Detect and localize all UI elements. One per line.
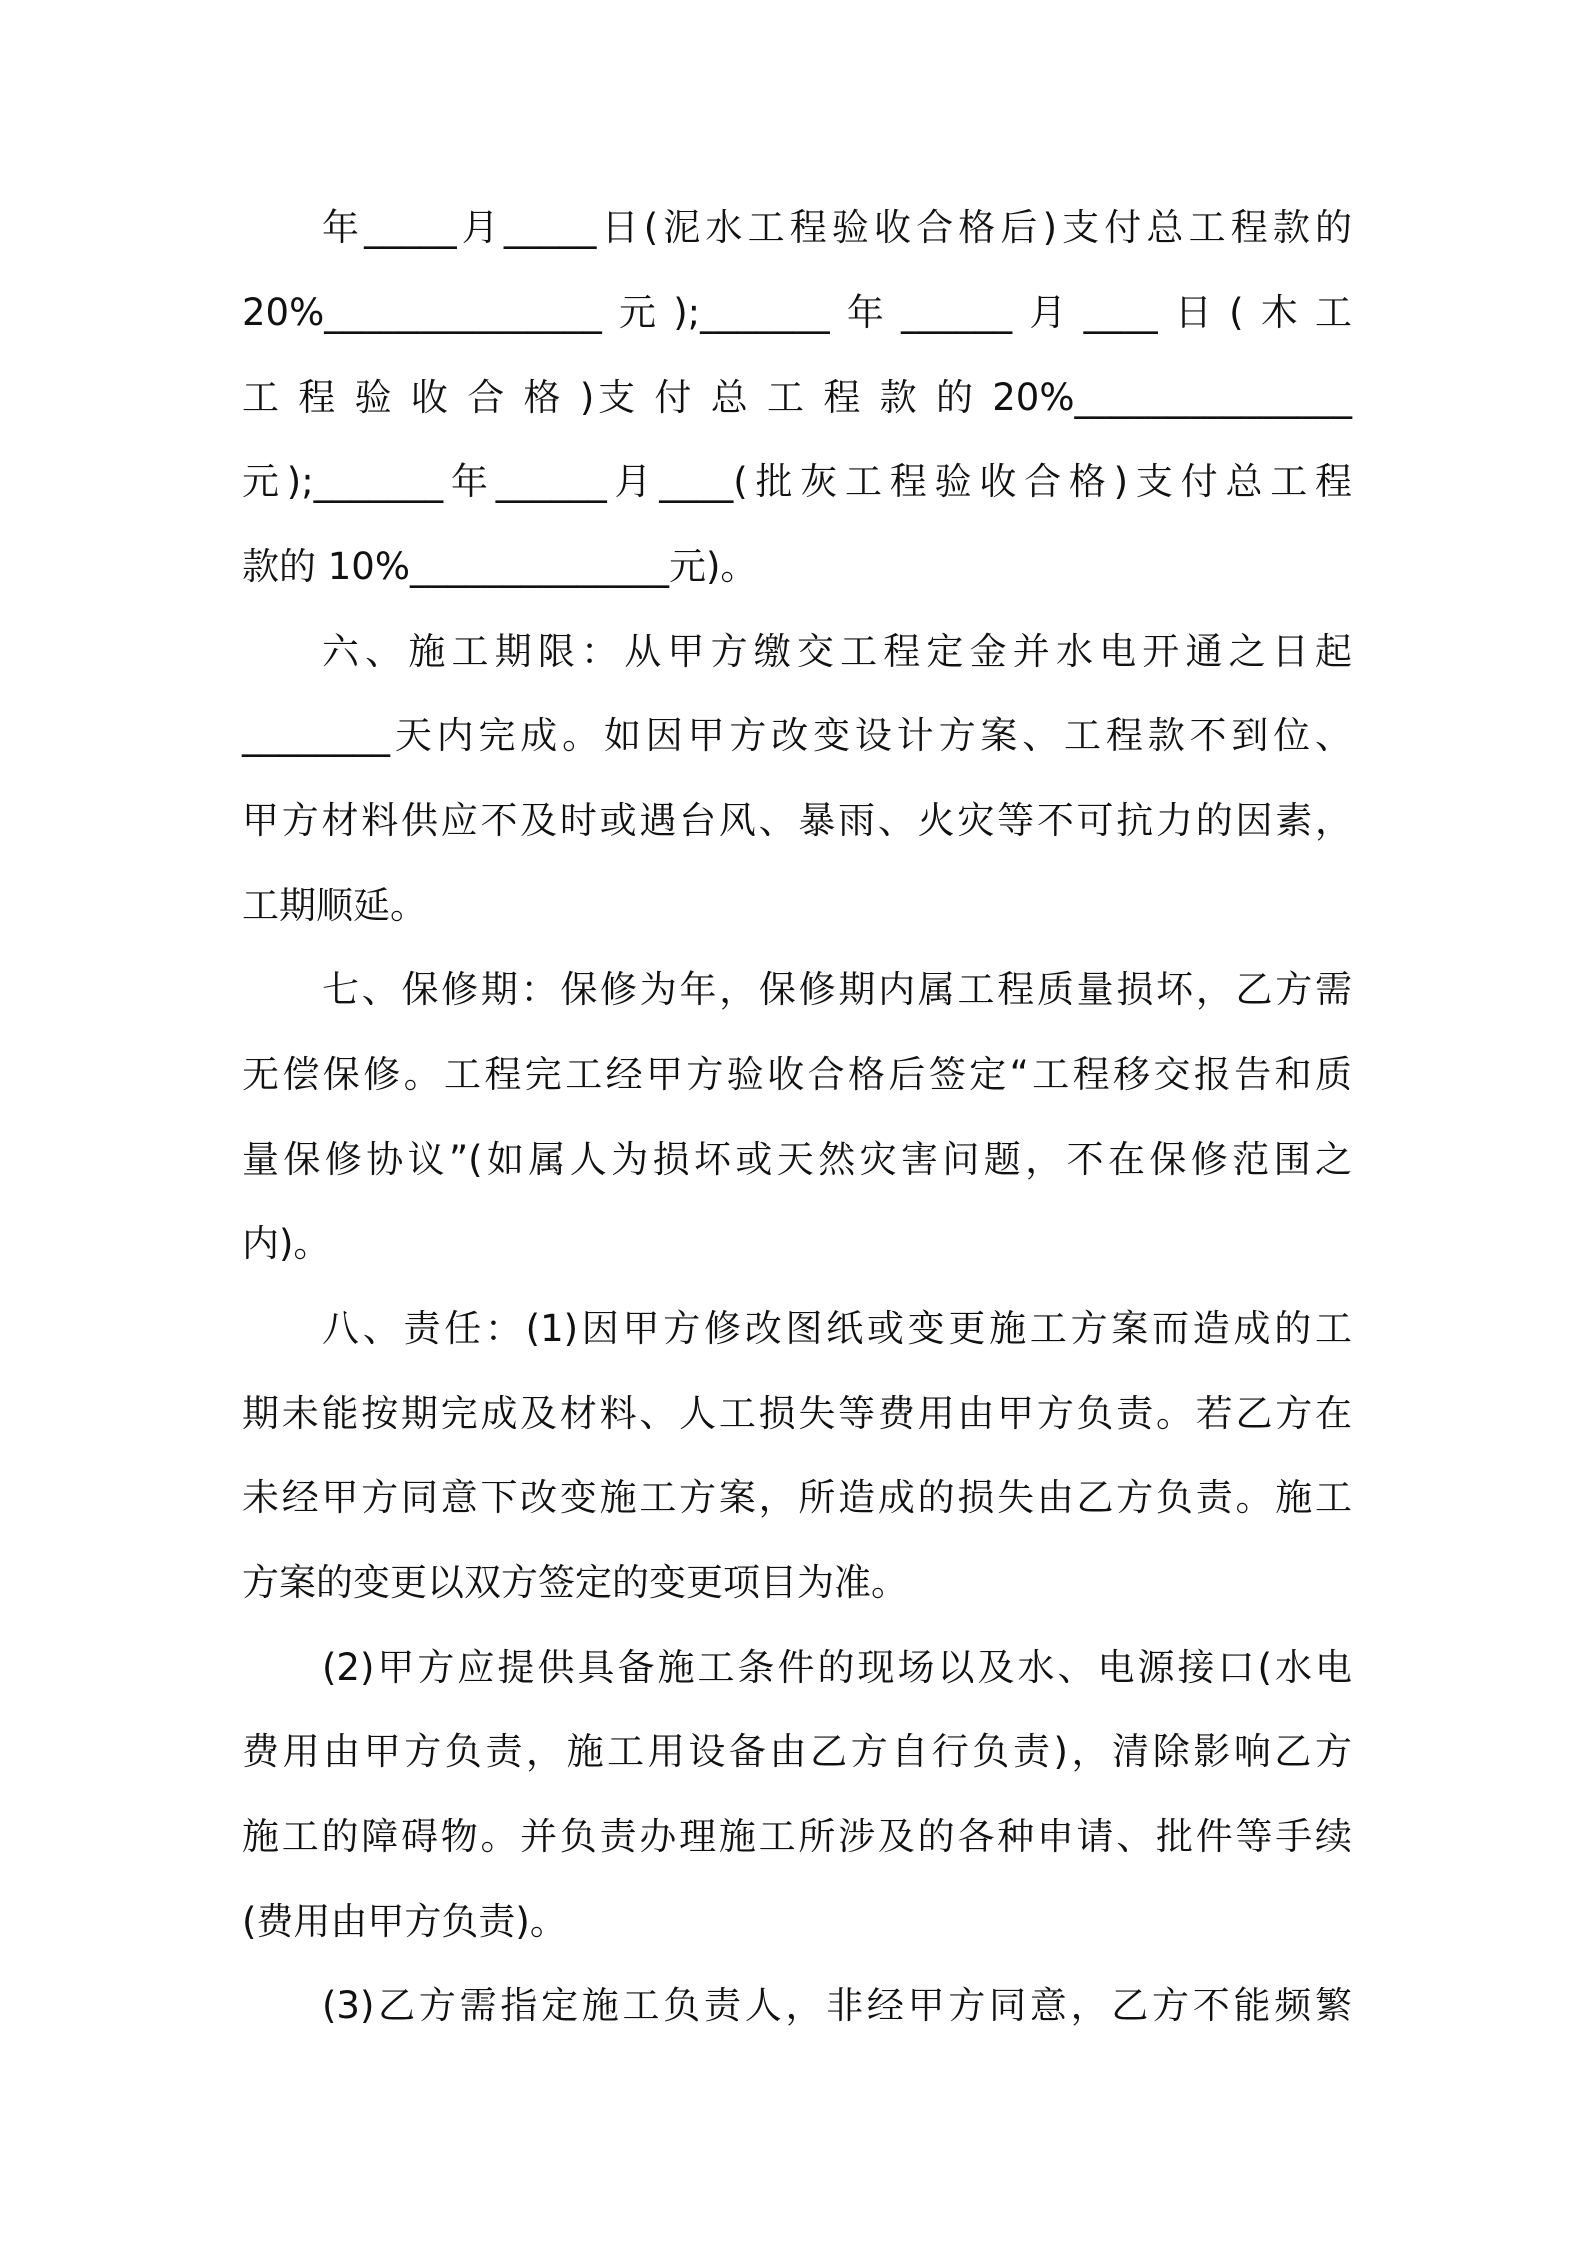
paragraph-line-3: 工 程 验 收 合 格 )支 付 总 工 程 款 的 20%_______________: [242, 376, 1352, 419]
clause-2-line-1: (2)甲方应提供具备施工条件的现场以及水、电源接口(水电: [322, 1646, 1352, 1689]
clause-3-line-1: (3)乙方需指定施工负责人，非经甲方同意，乙方不能频繁: [322, 1984, 1352, 2027]
paragraph-line-5: 款的 10%______________元)。: [242, 545, 758, 588]
section-six-line-2: ________天内完成。如因甲方改变设计方案、工程款不到位、: [242, 714, 1352, 757]
section-eight-line-4: 方案的变更以双方签定的变更项目为准。: [242, 1561, 908, 1604]
section-six-line-3: 甲方材料供应不及时或遇台风、暴雨、火灾等不可抗力的因素，: [242, 799, 1352, 842]
clause-2-line-3: 施工的障碍物。并负责办理施工所涉及的各种申请、批件等手续: [242, 1815, 1352, 1858]
section-seven-line-2: 无偿保修。工程完工经甲方验收合格后签定“工程移交报告和质: [242, 1053, 1352, 1096]
section-eight-line-2: 期未能按期完成及材料、人工损失等费用由甲方负责。若乙方在: [242, 1392, 1352, 1435]
section-seven-heading-line: 七、保修期：保修为年，保修期内属工程质量损坏，乙方需: [322, 968, 1352, 1011]
section-six-line-4: 工期顺延。: [242, 884, 427, 927]
clause-2-line-2: 费用由甲方负责，施工用设备由乙方自行负责)，清除影响乙方: [242, 1730, 1352, 1773]
paragraph-line-1: 年_____月_____日(泥水工程验收合格后)支付总工程款的: [322, 206, 1352, 249]
section-six-heading-line: 六、施工期限：从甲方缴交工程定金并水电开通之日起: [322, 630, 1352, 673]
paragraph-line-4: 元);_______年______月____(批灰工程验收合格)支付总工程: [242, 460, 1352, 503]
section-seven-line-4: 内)。: [242, 1222, 331, 1265]
paragraph-line-2: 20%_______________元);_______年______月____日(木工: [242, 291, 1352, 334]
section-eight-line-3: 未经甲方同意下改变施工方案，所造成的损失由乙方负责。施工: [242, 1476, 1352, 1519]
section-seven-line-3: 量保修协议”(如属人为损坏或天然灾害问题，不在保修范围之: [242, 1138, 1352, 1181]
section-eight-heading-line: 八、责任：(1)因甲方修改图纸或变更施工方案而造成的工: [322, 1307, 1352, 1350]
clause-2-line-4: (费用由甲方负责)。: [242, 1900, 567, 1943]
